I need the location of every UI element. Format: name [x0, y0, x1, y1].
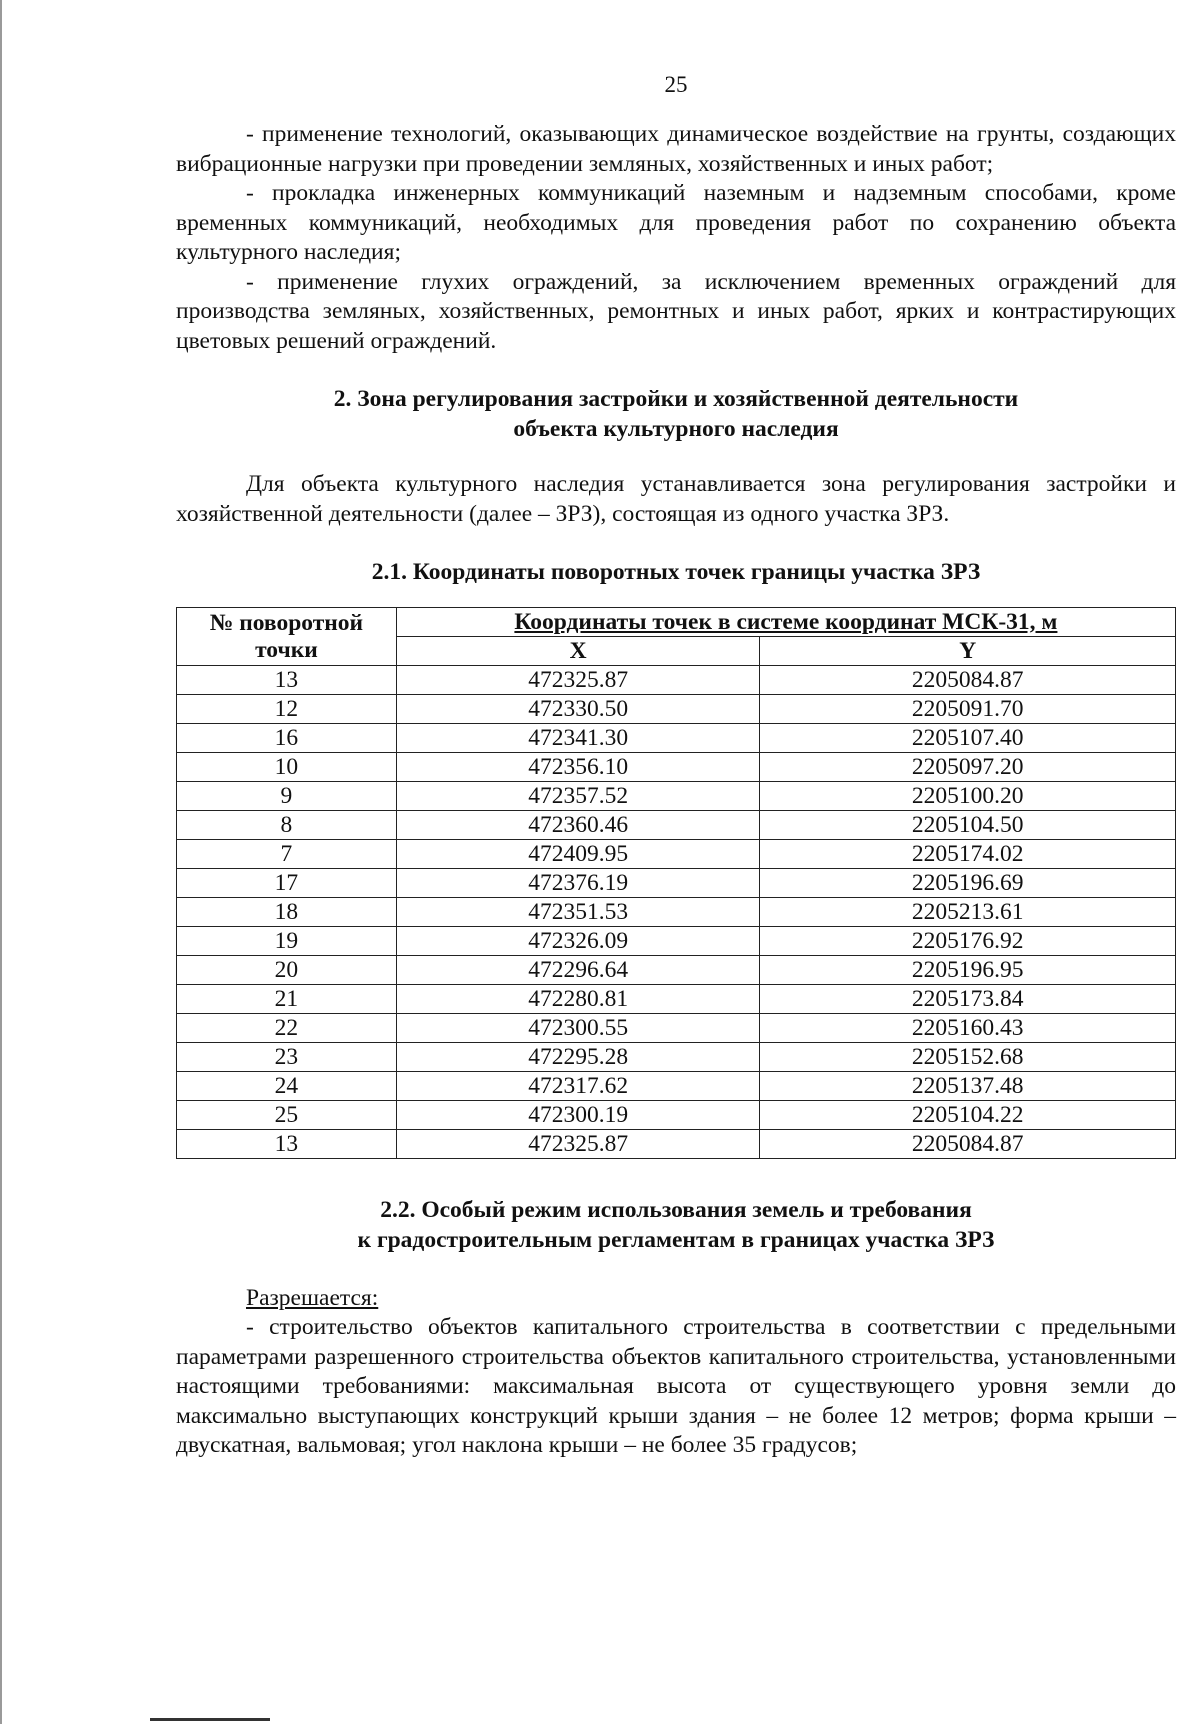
cell-y: 2205196.95 [760, 956, 1176, 985]
cell-y: 2205213.61 [760, 898, 1176, 927]
permitted-label [176, 1283, 1176, 1313]
cell-point-number: 19 [177, 927, 397, 956]
cell-point-number: 10 [177, 753, 397, 782]
table-row [177, 1072, 1176, 1101]
coordinates-table [176, 607, 1176, 1159]
cell-y: 2205160.43 [760, 1014, 1176, 1043]
cell-point-number: 17 [177, 869, 397, 898]
cell-x: 472300.19 [396, 1101, 760, 1130]
cell-y: 2205084.87 [760, 1130, 1176, 1159]
table-row [177, 753, 1176, 782]
table-row [177, 695, 1176, 724]
cell-y: 2205104.22 [760, 1101, 1176, 1130]
cell-y: 2205104.50 [760, 811, 1176, 840]
cell-y: 2205152.68 [760, 1043, 1176, 1072]
table-row [177, 985, 1176, 1014]
header-x: X [396, 637, 760, 666]
cell-y: 2205091.70 [760, 695, 1176, 724]
cell-x: 472295.28 [396, 1043, 760, 1072]
permitted-label-text: Разрешается: [246, 1285, 379, 1311]
cell-x: 472409.95 [396, 840, 760, 869]
scan-edge-line [0, 0, 2, 1724]
cell-point-number: 13 [177, 1130, 397, 1159]
section-2-2-paragraph: - строительство объектов капитального строительства в соответствии с предельными параметрами разрешенного строительства объектов капитального строительства, установленными настоящими требованиями: максимальная высота от существующего уровня земли до максимально выступающих конструкций крыши здания – не более 12 метров; форма крыши – двускатная, вальмовая; угол наклона крыши – не более 35 градусов; [176, 1314, 1176, 1458]
table-row [177, 927, 1176, 956]
cell-x: 472351.53 [396, 898, 760, 927]
cell-point-number: 23 [177, 1043, 397, 1072]
cell-point-number: 22 [177, 1014, 397, 1043]
intro-paragraph-1: - применение технологий, оказывающих динамическое воздействие на грунты, создающих вибрационные нагрузки при проведении земляных, хозяйственных и иных работ; [176, 121, 1176, 177]
intro-paragraph-2: - прокладка инженерных коммуникаций наземным и надземным способами, кроме временных коммуникаций, необходимых для проведения работ по сохранению объекта культурного наследия; [176, 180, 1176, 265]
cell-y: 2205176.92 [760, 927, 1176, 956]
cell-point-number: 20 [177, 956, 397, 985]
table-row [177, 1014, 1176, 1043]
cell-y: 2205100.20 [760, 782, 1176, 811]
cell-x: 472341.30 [396, 724, 760, 753]
table-row [177, 840, 1176, 869]
section-2-heading-line-1: 2. Зона регулирования застройки и хозяйственной деятельности [333, 386, 1019, 412]
cell-x: 472360.46 [396, 811, 760, 840]
table-row [177, 724, 1176, 753]
cell-x: 472296.64 [396, 956, 760, 985]
table-row [177, 869, 1176, 898]
coordinates-table-body [177, 666, 1176, 1159]
document-page [176, 72, 1176, 1461]
table-row [177, 666, 1176, 695]
cell-point-number: 24 [177, 1072, 397, 1101]
cell-y: 2205196.69 [760, 869, 1176, 898]
cell-point-number: 18 [177, 898, 397, 927]
section-2-2-heading-line-1: 2.2. Особый режим использования земель и требования [380, 1197, 972, 1223]
cell-point-number: 21 [177, 985, 397, 1014]
cell-point-number: 16 [177, 724, 397, 753]
cell-x: 472317.62 [396, 1072, 760, 1101]
cell-y: 2205137.48 [760, 1072, 1176, 1101]
table-row [177, 1043, 1176, 1072]
section-2-2-heading-line-2: к градостроительным регламентам в границах участка ЗРЗ [357, 1227, 995, 1253]
header-coordinates-group [396, 608, 1175, 637]
cell-x: 472326.09 [396, 927, 760, 956]
table-row [177, 956, 1176, 985]
table-row [177, 782, 1176, 811]
cell-y: 2205097.20 [760, 753, 1176, 782]
cell-point-number: 7 [177, 840, 397, 869]
cell-y: 2205174.02 [760, 840, 1176, 869]
cell-point-number: 25 [177, 1101, 397, 1130]
cell-x: 472330.50 [396, 695, 760, 724]
cell-y: 2205107.40 [760, 724, 1176, 753]
header-coordinates-text: Координаты точек в системе координат МСК-31, м [514, 608, 1058, 635]
page-number: 25 [664, 72, 688, 97]
table-row [177, 811, 1176, 840]
cell-x: 472357.52 [396, 782, 760, 811]
intro-paragraph-3: - применение глухих ограждений, за исключением временных ограждений для производства земляных, хозяйственных, ремонтных и иных работ, ярких и контрастирующих цветовых решений ограждений. [176, 268, 1176, 354]
cell-y: 2205173.84 [760, 985, 1176, 1014]
cell-x: 472325.87 [396, 1130, 760, 1159]
cell-x: 472325.87 [396, 666, 760, 695]
cell-x: 472356.10 [396, 753, 760, 782]
cell-y: 2205084.87 [760, 666, 1176, 695]
scan-artifact-dash [150, 1718, 270, 1721]
section-2-1-heading: 2.1. Координаты поворотных точек границы участка ЗРЗ [371, 559, 981, 585]
cell-point-number: 9 [177, 782, 397, 811]
header-y: Y [760, 637, 1176, 666]
cell-point-number: 12 [177, 695, 397, 724]
header-point-number: № поворотной точки [177, 608, 397, 666]
table-row [177, 1130, 1176, 1159]
cell-point-number: 8 [177, 811, 397, 840]
cell-point-number: 13 [177, 666, 397, 695]
section-2-heading-line-2: объекта культурного наследия [513, 416, 839, 442]
table-row [177, 1101, 1176, 1130]
table-row [177, 898, 1176, 927]
cell-x: 472280.81 [396, 985, 760, 1014]
cell-x: 472300.55 [396, 1014, 760, 1043]
cell-x: 472376.19 [396, 869, 760, 898]
section-2-paragraph: Для объекта культурного наследия устанавливается зона регулирования застройки и хозяйственной деятельности (далее – ЗРЗ), состоящая из одного участка ЗРЗ. [176, 471, 1176, 527]
